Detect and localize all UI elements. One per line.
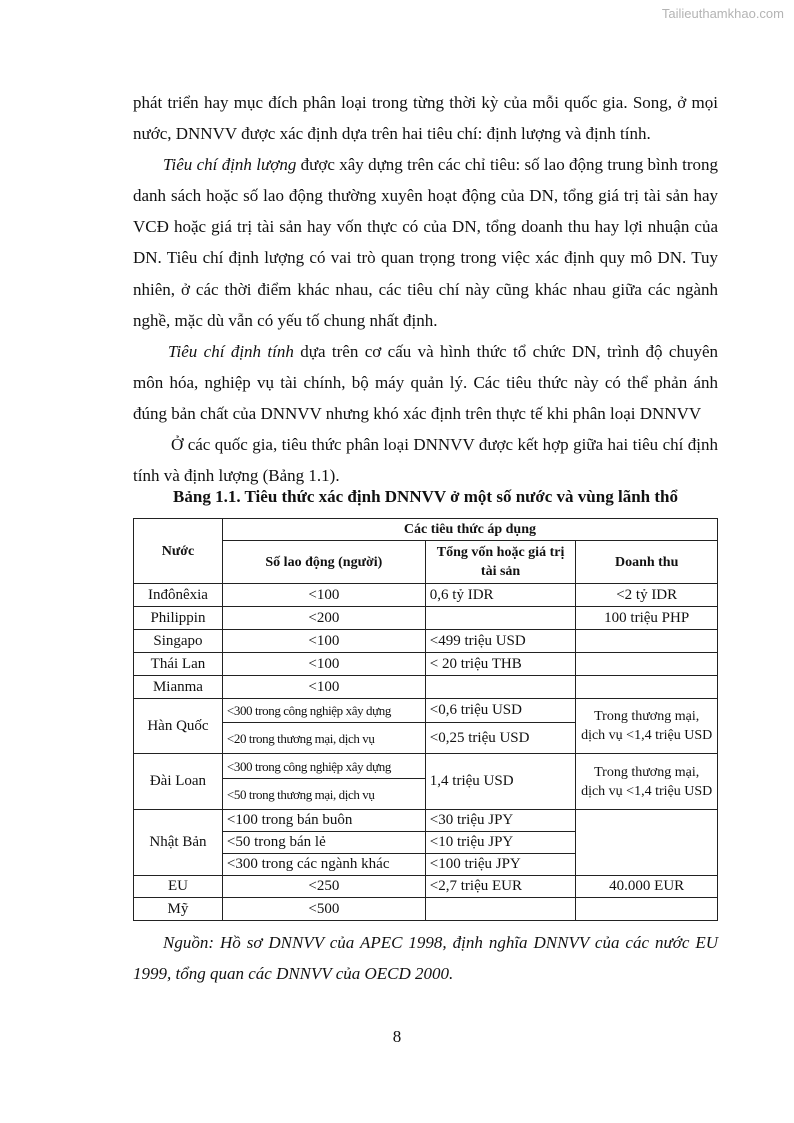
cell-revenue: <2 tỷ IDR: [576, 584, 718, 607]
table-row: [134, 676, 718, 699]
cell-labor: <100: [222, 630, 425, 653]
cell-revenue: [576, 630, 718, 653]
cell-capital: [425, 898, 576, 921]
header-row-1: [134, 519, 718, 541]
cell-labor: <100 trong bán buôn: [222, 810, 425, 832]
cell-capital: 0,6 tỷ IDR: [425, 584, 576, 607]
cell-revenue: [576, 676, 718, 699]
cell-revenue: [576, 653, 718, 676]
header-country: Nước: [134, 519, 223, 584]
cell-country: Mianma: [134, 676, 223, 699]
cell-labor: <20 trong thương mại, dịch vụ: [222, 723, 425, 754]
cell-capital: < 20 triệu THB: [425, 653, 576, 676]
table-row: [134, 584, 718, 607]
cell-revenue: Trong thương mại, dịch vụ <1,4 triệu USD: [576, 754, 718, 810]
table-row: [134, 607, 718, 630]
watermark: Tailieuthamkhao.com: [661, 6, 784, 21]
paragraph-3: [133, 336, 718, 429]
cell-country: Mỹ: [134, 898, 223, 921]
cell-capital: <499 triệu USD: [425, 630, 576, 653]
table-row: [134, 876, 718, 898]
cell-country: Singapo: [134, 630, 223, 653]
table-row: [134, 810, 718, 832]
header-revenue: Doanh thu: [576, 541, 718, 584]
term-qualitative: Tiêu chí định tính: [168, 341, 294, 361]
source-text: : Hồ sơ DNNVV của APEC 1998, định nghĩa DNNVV của các nước EU 1999, tổng quan các DNNVV của OECD 2000.: [133, 933, 718, 983]
cell-revenue: 40.000 EUR: [576, 876, 718, 898]
table-row: [134, 898, 718, 921]
cell-labor: <250: [222, 876, 425, 898]
page-number: 8: [392, 1027, 402, 1046]
cell-labor: <100: [222, 653, 425, 676]
cell-capital: <0,25 triệu USD: [425, 723, 576, 754]
cell-capital: <10 triệu JPY: [425, 832, 576, 854]
table-caption: Bảng 1.1. Tiêu thức xác định DNNVV ở một số nước và vùng lãnh thổ: [173, 487, 678, 506]
cell-revenue: [576, 810, 718, 876]
body-text: [133, 87, 718, 491]
cell-capital: <100 triệu JPY: [425, 854, 576, 876]
cell-labor: <200: [222, 607, 425, 630]
table-row: [134, 630, 718, 653]
paragraph-2-text: được xây dựng trên các chỉ tiêu: số lao động trung bình trong danh sách hoặc số lao động thường xuyên hoạt động của DN, tổng giá trị tài sản hay VCĐ hoặc giá trị tài sản hay vốn thực có của DN, tổng doanh thu hay lợi nhuận của DN. Tiêu chí định lượng có vai trò quan trọng trong việc xác định quy mô DN. Tuy nhiên, ở các thời điểm khác nhau, các tiêu chí này cũng khác nhau giữa các ngành nghề, mặc dù vẫn có yếu tố chung nhất định.: [133, 155, 718, 330]
cell-capital: 1,4 triệu USD: [425, 754, 576, 810]
cell-labor: <50 trong thương mại, dịch vụ: [222, 779, 425, 810]
header-criteria: Các tiêu thức áp dụng: [222, 519, 717, 541]
cell-capital: [425, 607, 576, 630]
cell-labor: <500: [222, 898, 425, 921]
paragraph-3-text: dựa trên cơ cấu và hình thức tổ chức DN, trình độ chuyên môn hóa, nghiệp vụ tài chính, bộ máy quản lý. Các tiêu thức này có thể phản ánh đúng bản chất của DNNVV nhưng khó xác định trên thực tế khi phân loại DNNVV: [133, 341, 718, 423]
cell-labor: <100: [222, 676, 425, 699]
paragraph-1: phát triển hay mục đích phân loại trong từng thời kỳ của mỗi quốc gia. Song, ở mọi nước, DNNVV được xác định dựa trên hai tiêu chí: định lượng và định tính.: [133, 93, 718, 144]
cell-labor: <300 trong công nghiệp xây dựng: [222, 699, 425, 723]
term-quantitative: Tiêu chí định lượng: [163, 155, 297, 175]
cell-labor: <300 trong các ngành khác: [222, 854, 425, 876]
cell-country: Nhật Bản: [134, 810, 223, 876]
header-labor: Số lao động (người): [222, 541, 425, 584]
cell-revenue: Trong thương mại, dịch vụ <1,4 triệu USD: [576, 699, 718, 754]
cell-labor: <100: [222, 584, 425, 607]
cell-revenue: 100 triệu PHP: [576, 607, 718, 630]
sme-criteria-table: [133, 518, 718, 921]
cell-capital: <0,6 triệu USD: [425, 699, 576, 723]
cell-capital: <30 triệu JPY: [425, 810, 576, 832]
cell-revenue: [576, 898, 718, 921]
cell-country: Hàn Quốc: [134, 699, 223, 754]
cell-country: EU: [134, 876, 223, 898]
header-capital: Tổng vốn hoặc giá trị tài sản: [425, 541, 576, 584]
paragraph-4: Ở các quốc gia, tiêu thức phân loại DNNVV được kết hợp giữa hai tiêu chí định tính và định lượng (Bảng 1.1).: [133, 435, 718, 486]
table-row: [134, 699, 718, 723]
cell-capital: [425, 676, 576, 699]
source-prefix: Nguồn: [163, 933, 209, 952]
source-note: [133, 927, 718, 989]
table-row: [134, 754, 718, 779]
cell-country: Inđônêxia: [134, 584, 223, 607]
cell-capital: <2,7 triệu EUR: [425, 876, 576, 898]
cell-country: Philippin: [134, 607, 223, 630]
cell-country: Đài Loan: [134, 754, 223, 810]
cell-country: Thái Lan: [134, 653, 223, 676]
cell-labor: <50 trong bán lẻ: [222, 832, 425, 854]
table-row: [134, 653, 718, 676]
paragraph-2: [133, 149, 718, 336]
cell-labor: <300 trong công nghiệp xây dựng: [222, 754, 425, 779]
